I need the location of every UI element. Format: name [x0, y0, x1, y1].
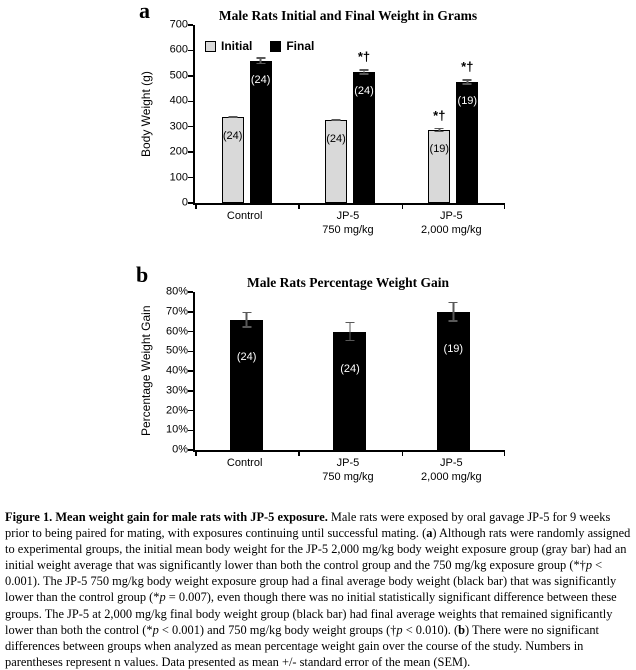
x-category-label-control: Control [226, 457, 263, 469]
caption-segment: ) There were no significant differences between groups when analyzed as mean percentage weight gain over the course of the study. Numbers in parentheses represent n values. Data presented as mean +/- standard error of the mean (SEM). [5, 622, 599, 669]
caption-segment: = 0.007), even though there was no initial statistically significant difference between these groups. The JP-5 at 2,000 mg/kg final body weight group (black bar) had final average weights that remained significantly lower than both the control (* [5, 590, 617, 637]
n-value-label: (19) [443, 342, 464, 355]
y-tick-label: 500 [169, 69, 188, 82]
chart-a-title: Male Rats Initial and Final Weight in Grams [218, 8, 478, 23]
y-tick-mark [188, 202, 193, 204]
caption-segment: Male rats were exposed by oral gavage JP-5 for 9 weeks prior to being paired for mating, with exposures continuing until successful mating. ( [5, 510, 611, 541]
caption-segment: ) Although rats were randomly assigned to experimental groups, the initial mean body weight for the JP-5 2,000 mg/kg body weight exposure group (gray bar) had an initial weight average that was significantly lower than both the control group and the 750 mg/kg exposure group (*† [5, 526, 631, 573]
error-bar [345, 322, 354, 342]
chart-b-title: Male Rats Percentage Weight Gain [247, 275, 449, 290]
y-tick-mark [188, 351, 193, 353]
legend-swatch-initial [205, 41, 216, 52]
caption-segment: b [458, 622, 466, 637]
y-tick-label: 0 [181, 196, 188, 209]
bar-wrap-final-jp-5-750-mg-kg [353, 25, 375, 203]
y-tick-label: 30% [165, 384, 188, 397]
caption-segment: a [426, 526, 433, 541]
bar-initial-jp-5-2-000-mg-kg [428, 130, 450, 203]
y-tick-mark [188, 430, 193, 432]
legend-swatch-final [270, 41, 281, 52]
x-tick-mark [504, 452, 506, 456]
legend-label: Final [286, 39, 315, 53]
chart-a-x-labels [193, 209, 503, 237]
error-bar [359, 69, 368, 75]
bar-wrap-percentage-weight-gain-jp-5-2-000-mg-kg [437, 292, 470, 450]
y-tick-label: 70% [165, 305, 188, 318]
y-tick-mark [188, 50, 193, 52]
panel-a-chart [140, 8, 520, 260]
x-category-label-jp-5-2-000-mg-kg: JP-5 2,000 mg/kg [421, 457, 482, 483]
y-tick-label: 400 [169, 94, 188, 107]
bar-wrap-final-control [250, 25, 272, 203]
y-tick-label: 40% [165, 364, 188, 377]
error-bar [463, 79, 472, 85]
y-tick-label: 50% [165, 344, 188, 357]
y-tick-label: 20% [165, 404, 188, 416]
y-tick-label: 0% [172, 443, 188, 456]
error-bar [449, 302, 458, 322]
x-category-label-control: Control [226, 210, 263, 222]
y-tick-mark [188, 101, 193, 103]
caption-segment: < 0.001). The JP-5 750 mg/kg body weight exposure group had a final average body weight (black bar) that was significantly lower than the control group (* [5, 558, 617, 605]
y-tick-mark [188, 449, 193, 451]
y-tick-mark [188, 370, 193, 372]
error-bar [256, 57, 265, 64]
figure-caption [5, 509, 633, 670]
bar-wrap-final-jp-5-2-000-mg-kg [456, 25, 478, 203]
y-tick-label: 10% [165, 423, 188, 436]
bar-group-jp-5-2-000-mg-kg [437, 292, 470, 450]
n-value-label: (19) [429, 143, 450, 156]
chart-b-plot-area [193, 292, 505, 452]
y-tick-mark [188, 390, 193, 392]
n-value-label: (24) [236, 350, 257, 363]
bar-wrap-percentage-weight-gain-jp-5-750-mg-kg [333, 292, 366, 450]
caption-segment: Figure 1. Mean weight gain for male rats with JP-5 exposure. [5, 510, 328, 524]
n-value-label: (24) [340, 362, 360, 375]
y-tick-label: 200 [169, 145, 188, 158]
y-tick-mark [188, 311, 193, 313]
bar-percentage-weight-gain-control [230, 320, 263, 450]
x-category-label-jp-5-750-mg-kg: JP-5 750 mg/kg [322, 457, 374, 483]
significance-marker: *† [461, 59, 474, 75]
bar-percentage-weight-gain-jp-5-2-000-mg-kg [437, 312, 470, 450]
error-bar [435, 128, 444, 133]
y-tick-mark [188, 410, 193, 412]
caption-segment: p [585, 558, 593, 573]
y-tick-label: 700 [169, 18, 188, 31]
n-value-label: (24) [250, 73, 271, 86]
y-tick-mark [188, 331, 193, 333]
y-tick-mark [188, 24, 193, 26]
panel-a-label: a [139, 0, 150, 23]
y-tick-label: 600 [169, 43, 188, 56]
y-tick-label: 300 [169, 120, 188, 133]
legend-label: Initial [221, 39, 253, 53]
y-tick-mark [188, 291, 193, 293]
n-value-label: (24) [326, 133, 346, 146]
chart-a-plot-area [193, 25, 505, 205]
y-tick-label: 100 [169, 171, 188, 184]
error-bar [242, 312, 251, 328]
bar-group-jp-5-750-mg-kg [325, 25, 375, 203]
chart-b-x-labels [193, 456, 503, 484]
caption-segment: < 0.001) and 750 mg/kg body weight groups († [158, 622, 397, 637]
bar-wrap-initial-control [222, 25, 244, 203]
n-value-label: (24) [222, 130, 243, 143]
x-category-label-jp-5-750-mg-kg: JP-5 750 mg/kg [322, 210, 374, 236]
bar-wrap-percentage-weight-gain-control [230, 292, 263, 450]
significance-marker: *† [357, 49, 371, 64]
significance-marker: *† [433, 107, 446, 123]
chart-b-y-axis-label: Percentage Weight Gain [139, 305, 153, 437]
error-bar [331, 119, 340, 121]
y-tick-mark [188, 75, 193, 77]
panel-b-chart [140, 275, 520, 490]
panel-b-label: b [136, 262, 149, 287]
bar-wrap-initial-jp-5-750-mg-kg [325, 25, 347, 203]
bar-wrap-initial-jp-5-2-000-mg-kg [428, 25, 450, 203]
y-tick-mark [188, 126, 193, 128]
caption-segment: < 0.010). ( [402, 622, 459, 637]
caption-segment: p [152, 622, 159, 637]
x-tick-mark [504, 205, 506, 209]
y-tick-mark [188, 177, 193, 179]
bar-group-jp-5-750-mg-kg [333, 292, 366, 450]
chart-a-y-axis-label: Body Weight (g) [139, 71, 153, 157]
n-value-label: (24) [354, 84, 374, 97]
legend-item-final [270, 39, 314, 53]
y-tick-label: 60% [165, 325, 188, 337]
y-tick-mark [188, 151, 193, 153]
x-category-label-jp-5-2-000-mg-kg: JP-5 2,000 mg/kg [421, 210, 482, 236]
bar-percentage-weight-gain-jp-5-750-mg-kg [333, 332, 366, 451]
bar-group-control [230, 292, 263, 450]
y-tick-label: 80% [165, 285, 188, 298]
bar-group-jp-5-2-000-mg-kg [428, 25, 478, 203]
error-bar [228, 116, 237, 118]
caption-segment: p [396, 622, 403, 637]
caption-segment: p [159, 590, 166, 605]
n-value-label: (19) [457, 94, 478, 107]
